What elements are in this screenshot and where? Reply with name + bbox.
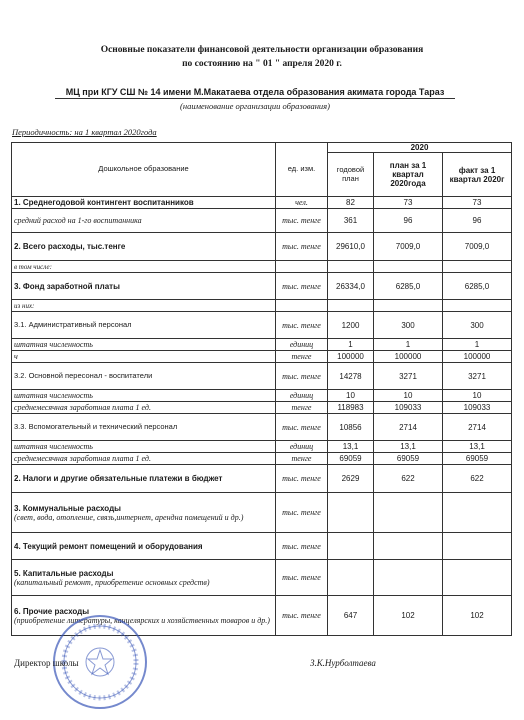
row-unit: тыс. тенге <box>276 414 328 441</box>
organization-caption: (наименование организации образования) <box>180 101 330 111</box>
row-fact: 100000 <box>443 351 512 363</box>
director-label: Директор школы <box>14 658 79 668</box>
row-annual: 1200 <box>328 312 374 339</box>
row-label: 3.2. Основной пересонал - воспитатели <box>12 363 276 390</box>
row-label: в том числе: <box>12 261 276 273</box>
row-label: штатная численность <box>12 390 276 402</box>
table-row <box>12 402 512 414</box>
row-annual: 647 <box>328 596 374 636</box>
row-fact: 109033 <box>443 402 512 414</box>
header-unit: ед. изм. <box>276 143 328 197</box>
row-fact: 7009,0 <box>443 233 512 261</box>
header-year: 2020 <box>328 143 512 153</box>
row-label: 3. Коммунальные расходы <box>14 503 121 513</box>
row-fact: 3271 <box>443 363 512 390</box>
row-label: штатная численность <box>12 441 276 453</box>
row-label: 2. Всего расходы, тыс.тенге <box>12 233 276 261</box>
row-unit: чел. <box>276 197 328 209</box>
row-annual: 2629 <box>328 465 374 493</box>
row-annual: 29610,0 <box>328 233 374 261</box>
table-row <box>12 533 512 560</box>
row-fact: 69059 <box>443 453 512 465</box>
row-unit: тыс. тенге <box>276 209 328 233</box>
row-annual: 10856 <box>328 414 374 441</box>
row-label: 3. Фонд заработной платы <box>12 273 276 300</box>
row-plan: 100000 <box>374 351 443 363</box>
row-plan: 96 <box>374 209 443 233</box>
row-fact: 6285,0 <box>443 273 512 300</box>
row-label: штатная численность <box>12 339 276 351</box>
row-label: 3.1. Административный персонал <box>12 312 276 339</box>
table-row <box>12 300 512 312</box>
row-fact: 13,1 <box>443 441 512 453</box>
row-unit: единиц <box>276 441 328 453</box>
row-unit: тыс. тенге <box>276 465 328 493</box>
row-plan: 73 <box>374 197 443 209</box>
row-plan: 3271 <box>374 363 443 390</box>
row-sublabel: (свет, вода, отопление, связь,интернет, арендна помещений и др.) <box>14 512 244 522</box>
row-annual: 14278 <box>328 363 374 390</box>
table-row <box>12 453 512 465</box>
row-plan: 622 <box>374 465 443 493</box>
table-row <box>12 493 512 533</box>
row-plan: 6285,0 <box>374 273 443 300</box>
table-row <box>12 261 512 273</box>
row-unit: тыс. тенге <box>276 493 328 533</box>
table-row <box>12 390 512 402</box>
row-unit: тенге <box>276 351 328 363</box>
row-sublabel: (капитальный ремонт, приобретение основных средств) <box>14 577 210 587</box>
row-label: 2. Налоги и другие обязательные платежи в бюджет <box>12 465 276 493</box>
row-plan: 1 <box>374 339 443 351</box>
table-row <box>12 273 512 300</box>
row-fact: 2714 <box>443 414 512 441</box>
row-plan: 2714 <box>374 414 443 441</box>
row-unit: тенге <box>276 453 328 465</box>
row-annual: 361 <box>328 209 374 233</box>
row-unit: тыс. тенге <box>276 363 328 390</box>
row-fact: 10 <box>443 390 512 402</box>
row-annual: 69059 <box>328 453 374 465</box>
row-fact: 102 <box>443 596 512 636</box>
periodicity: Периодичность: на 1 квартал 2020года <box>12 127 157 137</box>
row-sublabel: (приобретение литературы, канцелярских и хозяйственных товаров и др.) <box>14 615 270 625</box>
table-row <box>12 414 512 441</box>
row-unit: тыс. тенге <box>276 596 328 636</box>
row-unit: тыс. тенге <box>276 560 328 596</box>
report-title: Основные показатели финансовой деятельности организации образования <box>100 45 424 55</box>
table-row <box>12 363 512 390</box>
row-label: 5. Капитальные расходы <box>14 568 114 578</box>
table-row <box>12 465 512 493</box>
row-plan: 10 <box>374 390 443 402</box>
row-annual: 118983 <box>328 402 374 414</box>
row-unit: единиц <box>276 390 328 402</box>
table-row <box>12 209 512 233</box>
row-plan: 7009,0 <box>374 233 443 261</box>
row-unit: единиц <box>276 339 328 351</box>
row-plan: 69059 <box>374 453 443 465</box>
table-row <box>12 312 512 339</box>
row-unit: тыс. тенге <box>276 533 328 560</box>
table-row <box>12 197 512 209</box>
table-row <box>12 351 512 363</box>
row-label: 3.3. Вспомогательный и технический персонал <box>12 414 276 441</box>
row-plan: 102 <box>374 596 443 636</box>
row-plan: 300 <box>374 312 443 339</box>
row-annual: 100000 <box>328 351 374 363</box>
row-label: 1. Среднегодовой контингент воспитанников <box>12 197 276 209</box>
row-fact: 96 <box>443 209 512 233</box>
row-fact: 300 <box>443 312 512 339</box>
row-fact: 73 <box>443 197 512 209</box>
organization-name: МЦ при КГУ СШ № 14 имени М.Макатаева отдела образования акимата города Тараз <box>55 87 455 99</box>
row-label: из них: <box>12 300 276 312</box>
row-plan: 109033 <box>374 402 443 414</box>
row-fact: 622 <box>443 465 512 493</box>
row-label: среднемесячная заработная плата 1 ед. <box>12 402 276 414</box>
row-annual: 13,1 <box>328 441 374 453</box>
header-annual-plan: годовой план <box>328 153 374 197</box>
table-row <box>12 233 512 261</box>
row-unit: тыс. тенге <box>276 273 328 300</box>
table-row <box>12 560 512 596</box>
header-q1-plan: план за 1 квартал 2020года <box>374 153 443 197</box>
row-label: среднемесячная заработная плата 1 ед. <box>12 453 276 465</box>
row-annual: 1 <box>328 339 374 351</box>
financial-table <box>11 142 512 636</box>
signer-name: З.К.Нурболтаева <box>310 658 376 668</box>
row-label: средний расход на 1-го воспитанника <box>12 209 276 233</box>
row-label: ч <box>12 351 276 363</box>
row-unit: тенге <box>276 402 328 414</box>
row-annual: 26334,0 <box>328 273 374 300</box>
header-q1-fact: факт за 1 квартал 2020г <box>443 153 512 197</box>
report-date: по состоянию на " 01 " апреля 2020 г. <box>182 59 342 69</box>
row-plan: 13,1 <box>374 441 443 453</box>
row-unit: тыс. тенге <box>276 233 328 261</box>
row-annual: 10 <box>328 390 374 402</box>
row-label: 4. Текущий ремонт помещений и оборудования <box>12 533 276 560</box>
row-unit: тыс. тенге <box>276 312 328 339</box>
header-main: Дошкольное образование <box>12 143 276 197</box>
table-row <box>12 441 512 453</box>
row-fact: 1 <box>443 339 512 351</box>
row-label: 6. Прочие расходы <box>14 606 90 616</box>
table-row <box>12 339 512 351</box>
row-annual: 82 <box>328 197 374 209</box>
